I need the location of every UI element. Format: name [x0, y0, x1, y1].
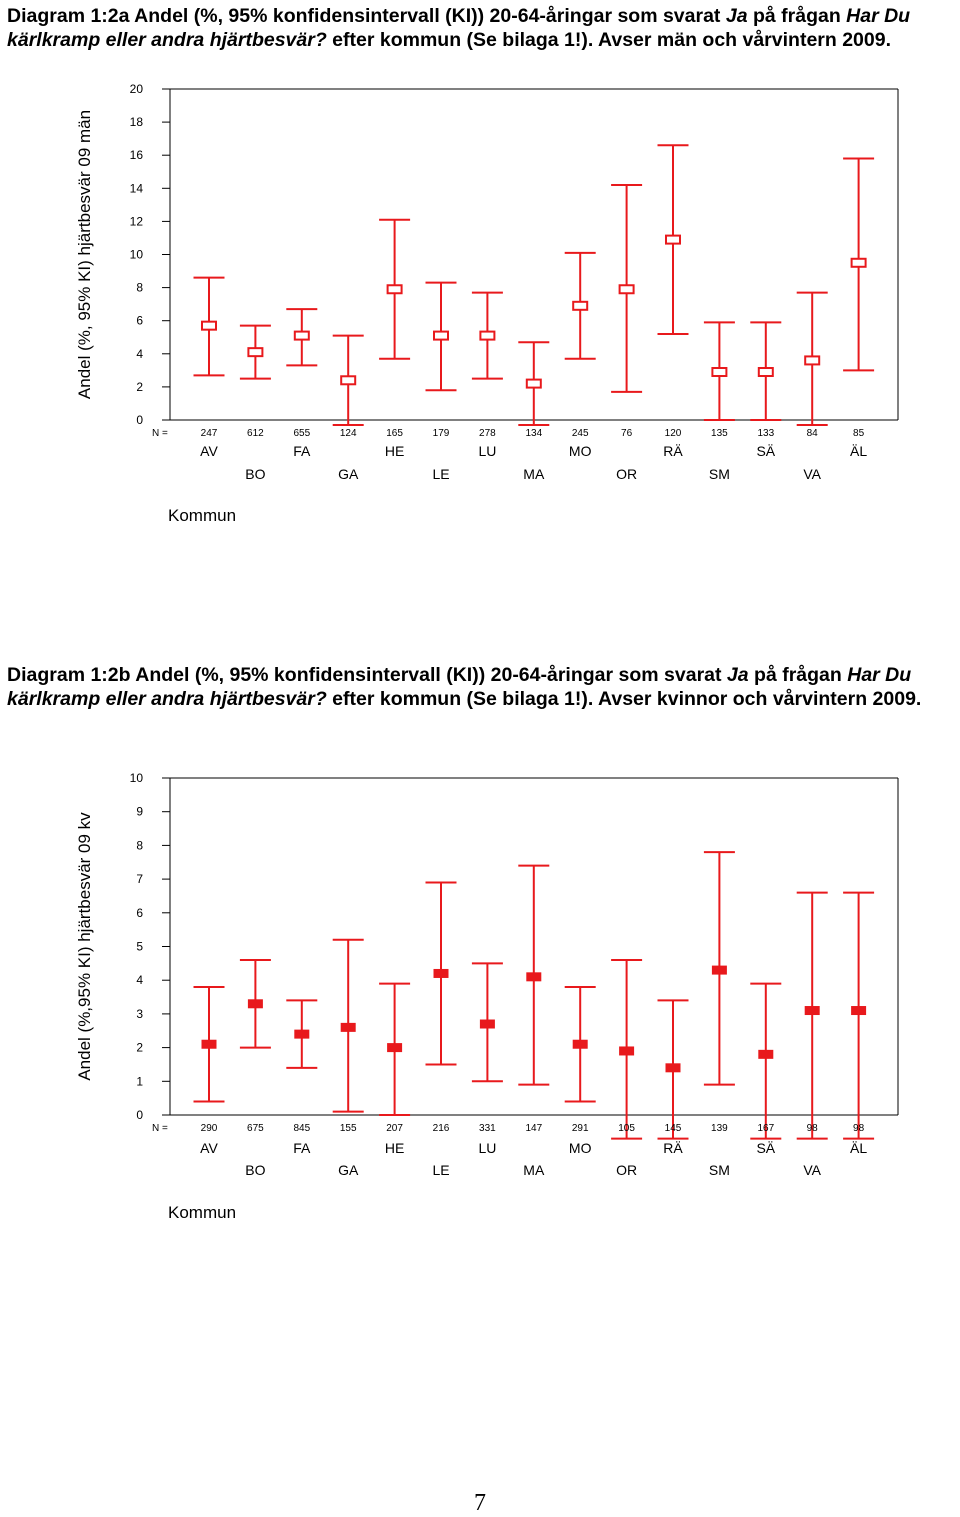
x-axis-label: Kommun [168, 506, 237, 525]
estimate-marker-OR [620, 1047, 634, 1055]
y-axis-label: Andel (%,95% KI) hjärtbesvär 09 kv [75, 812, 94, 1081]
n-value-MO: 245 [571, 428, 589, 439]
category-label-SM: SM [708, 466, 730, 482]
n-value-ÄL: 85 [853, 428, 865, 439]
n-value-OR: 76 [621, 428, 633, 439]
y-axis-label: Andel (%, 95% KI) hjärtbesvär 09 män [75, 109, 94, 400]
estimate-marker-ÄL [852, 1007, 866, 1015]
n-value-BO: 675 [247, 1123, 264, 1134]
n-value-HE: 165 [386, 428, 403, 439]
category-label-AV: AV [200, 1140, 218, 1156]
estimate-marker-SM [712, 966, 726, 974]
category-label-MA: MA [523, 466, 545, 482]
y-tick-label: 9 [136, 804, 143, 819]
n-value-GA: 124 [339, 428, 357, 439]
n-label: N = [152, 1123, 168, 1134]
estimate-marker-RÄ [666, 1064, 680, 1072]
n-value-MA: 134 [525, 428, 543, 439]
estimate-marker-GA [341, 1023, 355, 1031]
y-tick-label: 14 [129, 181, 143, 196]
category-label-MA: MA [523, 1162, 545, 1178]
estimate-marker-HE [388, 1044, 402, 1052]
category-label-LE: LE [432, 1162, 450, 1178]
estimate-marker-BO [248, 1000, 262, 1008]
category-label-SÄ: SÄ [756, 1140, 776, 1156]
category-label-SÄ: SÄ [756, 443, 776, 459]
estimate-marker-SÄ [759, 1050, 773, 1058]
y-tick-label: 2 [136, 379, 143, 394]
n-value-BO: 612 [247, 428, 264, 439]
category-label-LE: LE [432, 466, 450, 482]
category-label-HE: HE [384, 1140, 405, 1156]
category-label-RÄ: RÄ [663, 443, 683, 459]
estimate-marker-LU [480, 1020, 494, 1028]
y-tick-label: 10 [129, 771, 143, 785]
n-value-LE: 216 [432, 1123, 450, 1134]
estimate-marker-MA [527, 973, 541, 981]
n-value-RÄ: 145 [664, 1123, 682, 1134]
y-tick-label: 1 [136, 1074, 143, 1089]
n-value-AV: 247 [200, 428, 218, 439]
y-tick-label: 8 [136, 838, 143, 853]
category-label-FA: FA [293, 1140, 311, 1156]
y-tick-label: 20 [129, 82, 143, 96]
y-tick-label: 6 [136, 905, 143, 920]
y-tick-label: 3 [136, 1006, 143, 1021]
category-label-RÄ: RÄ [663, 1140, 683, 1156]
category-label-FA: FA [293, 443, 311, 459]
category-label-ÄL: ÄL [850, 1140, 868, 1156]
category-label-GA: GA [338, 466, 359, 482]
estimate-marker-MO [573, 1040, 587, 1048]
category-label-GA: GA [338, 1162, 359, 1178]
n-value-VA: 98 [806, 1123, 818, 1134]
n-value-SM: 139 [711, 1123, 728, 1134]
category-label-SM: SM [708, 1162, 730, 1178]
y-tick-label: 4 [136, 973, 143, 988]
y-tick-label: 4 [136, 346, 143, 361]
y-tick-label: 2 [136, 1040, 143, 1055]
estimate-marker-LE [434, 969, 448, 977]
y-tick-label: 18 [129, 115, 143, 130]
y-tick-label: 10 [129, 247, 143, 262]
page-number: 7 [474, 1490, 486, 1516]
category-label-VA: VA [803, 1162, 822, 1178]
estimate-marker-FA [295, 1030, 309, 1038]
x-axis-label: Kommun [168, 1203, 237, 1222]
chart-b-caption: Diagram 1:2b Andel (%, 95% konfidensintervall (KI)) 20-64-åringar som svarat Ja på frågan Har Du kärlkramp eller andra hjärtbesvär? efter kommun (Se bilaga 1!). Avser kvinnor och vårvintern 2009. [7, 664, 922, 710]
y-tick-label: 8 [136, 280, 143, 295]
category-label-VA: VA [803, 466, 822, 482]
category-label-AV: AV [200, 443, 218, 459]
n-label: N = [152, 428, 168, 439]
category-label-HE: HE [384, 443, 405, 459]
n-value-FA: 845 [293, 1123, 311, 1134]
n-value-GA: 155 [339, 1123, 357, 1134]
n-value-LU: 331 [479, 1123, 496, 1134]
category-label-ÄL: ÄL [850, 443, 868, 459]
n-value-FA: 655 [293, 428, 311, 439]
n-value-SM: 135 [711, 428, 728, 439]
n-value-SÄ: 167 [757, 1123, 775, 1134]
y-tick-label: 16 [129, 148, 143, 163]
category-label-MO: MO [568, 1140, 592, 1156]
y-tick-label: 12 [129, 214, 143, 229]
y-tick-label: 0 [136, 1108, 143, 1122]
y-tick-label: 7 [136, 872, 143, 887]
n-value-RÄ: 120 [664, 428, 682, 439]
n-value-OR: 105 [618, 1123, 635, 1134]
category-label-OR: OR [616, 1162, 638, 1178]
n-value-LU: 278 [479, 428, 496, 439]
n-value-MA: 147 [525, 1123, 543, 1134]
y-tick-label: 5 [136, 939, 143, 954]
estimate-marker-AV [202, 1040, 216, 1048]
n-value-VA: 84 [806, 428, 818, 439]
n-value-LE: 179 [432, 428, 450, 439]
chart-a-caption: Diagram 1:2a Andel (%, 95% konfidensintervall (KI)) 20-64-åringar som svarat Ja på frågan Har Du kärlkramp eller andra hjärtbesvär? efter kommun (Se bilaga 1!). Avser män och vårvintern 2009. [7, 5, 911, 51]
category-label-LU: LU [478, 1140, 497, 1156]
y-tick-label: 6 [136, 313, 143, 328]
category-label-LU: LU [478, 443, 497, 459]
n-value-AV: 290 [200, 1123, 218, 1134]
category-label-BO: BO [245, 466, 266, 482]
category-label-MO: MO [568, 443, 592, 459]
category-label-BO: BO [245, 1162, 266, 1178]
estimate-marker-VA [805, 1007, 819, 1015]
n-value-HE: 207 [386, 1123, 403, 1134]
n-value-ÄL: 98 [853, 1123, 865, 1134]
category-label-OR: OR [616, 466, 638, 482]
y-tick-label: 0 [136, 413, 143, 427]
n-value-MO: 291 [571, 1123, 589, 1134]
n-value-SÄ: 133 [757, 428, 775, 439]
